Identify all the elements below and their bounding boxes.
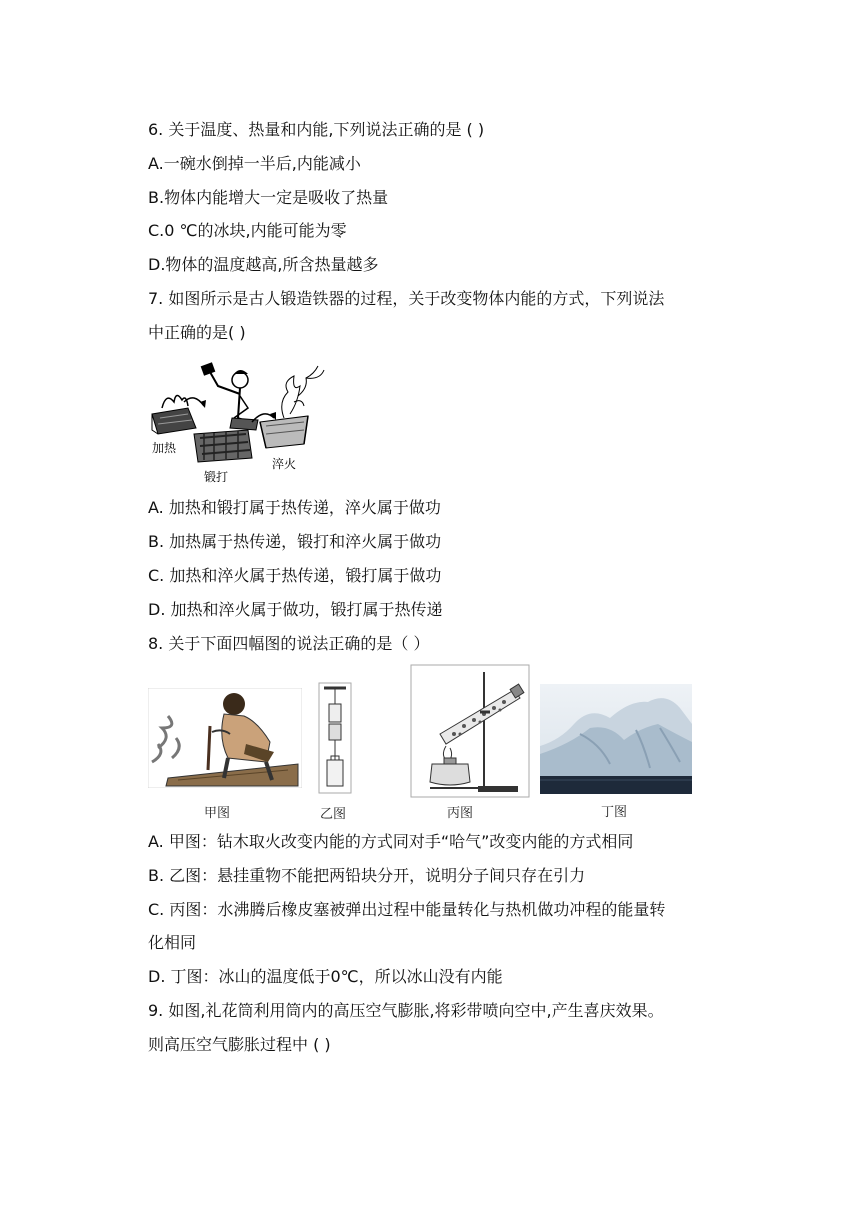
caption-jia: 甲图 [204, 806, 231, 821]
figure-yi-lead-blocks [318, 682, 352, 794]
question-8-option-c-line-1: C. 丙图：水沸腾后橡皮塞被弹出过程中能量转化与热机做功冲程的能量转 [148, 900, 666, 919]
question-7-stem-line-2: 中正确的是( ) [148, 323, 246, 342]
anvil-drawing [194, 430, 252, 462]
blacksmith-drawing [201, 362, 258, 430]
quenching-trough-drawing [260, 366, 324, 448]
question-8-option-b: B. 乙图：悬挂重物不能把两铅块分开，说明分子间只存在引力 [148, 866, 586, 885]
question-8-stem: 8. 关于下面四幅图的说法正确的是（ ） [148, 634, 430, 653]
question-8-option-c-line-2: 化相同 [148, 933, 197, 952]
question-6-stem: 6. 关于温度、热量和内能,下列说法正确的是 ( ) [148, 120, 485, 139]
question-9-stem-line-2: 则高压空气膨胀过程中 ( ) [148, 1035, 331, 1054]
forging-process-figure [148, 362, 338, 488]
label-quenching: 淬火 [272, 457, 297, 471]
question-8-option-d: D. 丁图：冰山的温度低于0℃，所以冰山没有内能 [148, 967, 503, 986]
question-7-option-c: C. 加热和淬火属于热传递，锻打属于做功 [148, 566, 442, 585]
question-6-option-c: C.0 ℃的冰块,内能可能为零 [148, 221, 347, 240]
question-7-stem-line-1: 7. 如图所示是古人锻造铁器的过程，关于改变物体内能的方式，下列说法 [148, 289, 665, 308]
figure-jia-fire-drilling [148, 688, 302, 788]
question-9-stem-line-1: 9. 如图,礼花筒利用筒内的高压空气膨胀,将彩带喷向空中,产生喜庆效果。 [148, 1001, 664, 1020]
caption-yi: 乙图 [320, 807, 347, 822]
question-6-option-a: A.一碗水倒掉一半后,内能减小 [148, 154, 361, 173]
question-7-option-d: D. 加热和淬火属于做功，锻打属于热传递 [148, 600, 443, 619]
question-6-option-d: D.物体的温度越高,所含热量越多 [148, 255, 379, 274]
label-heating: 加热 [152, 441, 177, 455]
label-forging: 锻打 [204, 470, 229, 484]
caption-bing: 丙图 [447, 806, 474, 821]
figure-bing-boiling-tube [410, 664, 530, 798]
caption-ding: 丁图 [601, 805, 628, 820]
question-6-option-b: B.物体内能增大一定是吸收了热量 [148, 188, 389, 207]
heating-furnace-drawing [152, 395, 196, 434]
question-8-option-a: A. 甲图：钻木取火改变内能的方式同对手“哈气”改变内能的方式相同 [148, 832, 634, 851]
question-7-option-b: B. 加热属于热传递，锻打和淬火属于做功 [148, 532, 442, 551]
figure-ding-iceberg [540, 684, 692, 794]
question-7-option-a: A. 加热和锻打属于热传递，淬火属于做功 [148, 498, 441, 517]
